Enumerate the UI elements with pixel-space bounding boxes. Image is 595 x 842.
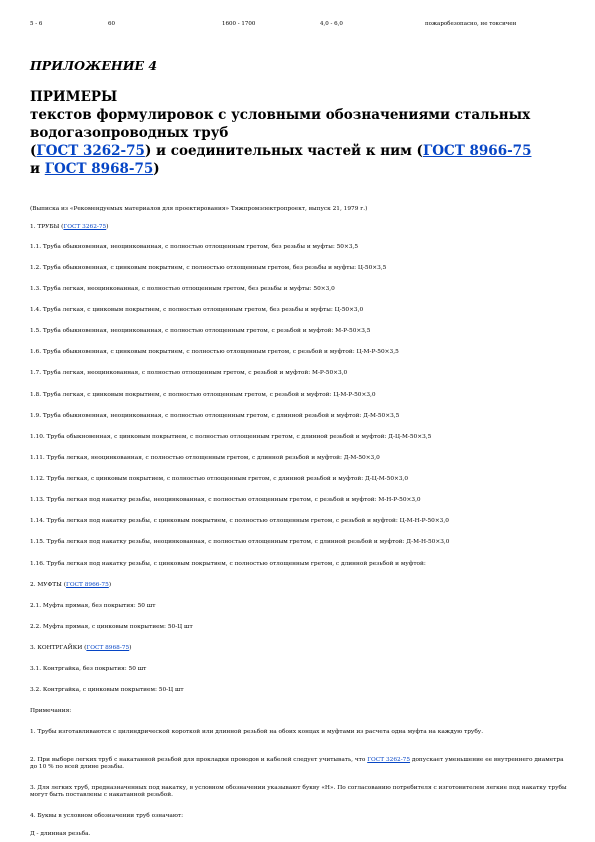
- gost-8966-link[interactable]: ГОСТ 8966-75: [65, 582, 109, 588]
- gost-3262-link[interactable]: ГОСТ 3262-75: [36, 143, 145, 159]
- note-text: допускает уменьшение ее внутреннего диаметра до 10 % по всей длине резьбы.: [30, 757, 564, 771]
- section-heading-couplings: [30, 582, 570, 589]
- title-line: текстов формулировок с условными обозначениями стальных: [30, 107, 531, 123]
- title-text: ): [153, 161, 160, 177]
- page-title: [30, 88, 570, 178]
- title-text: и: [30, 161, 45, 177]
- list-item: 1.6. Труба обыкновенная, с цинковым покрытием, с полностью отлощенным гретом, с резьбой и муфтой: Ц-М-Р-50×3,5: [30, 349, 399, 355]
- list-item: 1.2. Труба обыкновенная, с цинковым покрытием, с полностью отлощенным гретом, без резьбы и муфты: Ц-50×3,5: [30, 265, 387, 271]
- title-line: [30, 142, 570, 160]
- note-paragraph: [30, 757, 570, 772]
- appendix-heading: ПРИЛОЖЕНИЕ 4: [30, 58, 158, 73]
- list-item: 1.14. Труба легкая под накатку резьбы, с цинковым покрытием, с полностью отлощенным гретом, с резьбой и муфтой: Ц-М-Н-Р-50×3,0: [30, 518, 449, 524]
- note-paragraph: 3. Для легких труб, предназначенных под накатку, в условном обозначении указывают букву «Н». По согласованию потребителя с изготовителем легкие под накатку трубы могут быть поставлены с накатанной резьбой.: [30, 785, 567, 799]
- gost-3262-link[interactable]: ГОСТ 3262-75: [367, 757, 411, 763]
- list-item: 2.1. Муфта прямая, без покрытия: 50 шт: [30, 603, 156, 609]
- section-text: 1. ТРУБЫ (: [30, 224, 64, 230]
- title-line: ПРИМЕРЫ: [30, 89, 118, 105]
- gost-8968-link[interactable]: ГОСТ 8968-75: [44, 161, 154, 177]
- source-note: (Выписка из «Рекомендуемых материалов для проектирования» Тяжпромэлектропроект, выпуск 21, 1979 г.): [30, 206, 368, 212]
- table-cell: пожаробезопасно, не токсичен: [425, 21, 517, 27]
- section-text: ): [129, 645, 132, 651]
- note-text: 2. При выборе легких труб с накатанной резьбой для прокладки проводов и кабелей следует учитывать, что: [30, 757, 368, 763]
- notes-heading: Примечания:: [30, 708, 72, 714]
- note-paragraph: 4. Буквы в условном обозначении труб означают:: [30, 813, 184, 819]
- list-item: 1.5. Труба обыкновенная, неоцинкованная, с полностью отлощенным гретом, с резьбой и муфтой: М-Р-50×3,5: [30, 328, 371, 334]
- list-item: 1.11. Труба легкая, неоцинкованная, с полностью отлощенным гретом, с длинной резьбой и муфтой: Д-М-50×3,0: [30, 455, 380, 461]
- title-line: водогазопроводных труб: [30, 125, 229, 141]
- section-heading-locknuts: [30, 645, 570, 652]
- table-cell: 1600 - 1700: [222, 21, 256, 27]
- list-item: 1.12. Труба легкая, с цинковым покрытием, с полностью отлощенным гретом, с длинной резьбой и муфтой: Д-Ц-М-50×3,0: [30, 476, 409, 482]
- list-item: 1.7. Труба легкая, неоцинкованная, с полностью отлощенным гретом, с резьбой и муфтой: М-Р-50×3,0: [30, 370, 348, 376]
- gost-8968-link[interactable]: ГОСТ 8968-75: [86, 645, 130, 651]
- list-item: 1.15. Труба легкая под накатку резьбы, неоцинкованная, с полностью отлощенным гретом, с длинной резьбой и муфтой: Д-М-Н-50×3,0: [30, 539, 450, 545]
- section-text: 3. КОНТРГАЙКИ (: [30, 645, 87, 651]
- section-text: ): [106, 224, 109, 230]
- title-line: [30, 160, 570, 178]
- list-item: 3.1. Контргайка, без покрытия: 50 шт: [30, 666, 147, 672]
- list-item: 1.1. Труба обыкновенная, неоцинкованная, с полностью отлощенным гретом, без резьбы и муфты: 50×3,5: [30, 244, 359, 250]
- gost-8966-link[interactable]: ГОСТ 8966-75: [422, 143, 532, 159]
- list-item: 1.3. Труба легкая, неоцинкованная, с полностью отлощенным гретом, без резьбы и муфты: 50×3,0: [30, 286, 335, 292]
- note-paragraph: 1. Трубы изготавливаются с цилиндрической короткой или длинной резьбой на обоих концах и муфтами из расчета одна муфта на каждую трубу.: [30, 729, 484, 735]
- list-item: 1.4. Труба легкая, с цинковым покрытием, с полностью отлощенным гретом, без резьбы и муфты: Ц-50×3,0: [30, 307, 364, 313]
- table-cell: 5 - 6: [30, 21, 43, 27]
- list-item: 1.13. Труба легкая под накатку резьбы, неоцинкованная, с полностью отлощенным гретом, с резьбой и муфтой: М-Н-Р-50×3,0: [30, 497, 421, 503]
- list-item: 3.2. Контргайка, с цинковым покрытием: 50-Ц шт: [30, 687, 184, 693]
- title-text: (: [30, 143, 37, 159]
- section-text: ): [108, 582, 112, 588]
- note-paragraph: Д - длинная резьба.: [30, 831, 91, 837]
- gost-3262-link[interactable]: ГОСТ 3262-75: [63, 224, 107, 230]
- table-last-row: [0, 21, 595, 41]
- table-cell: 60: [108, 21, 115, 27]
- list-item: 2.2. Муфта прямая, с цинковым покрытием: 50-Ц шт: [30, 624, 193, 630]
- list-item: 1.9. Труба обыкновенная, неоцинкованная, с полностью отлощенным гретом, с длинной резьбой и муфтой: Д-М-50×3,5: [30, 413, 400, 419]
- section-heading-pipes: [30, 224, 570, 231]
- list-item: 1.10. Труба обыкновенная, с цинковым покрытием, с полностью отлощенным гретом, с длинной резьбой и муфтой: Д-Ц-М-50×3,5: [30, 434, 432, 440]
- table-cell: 4,0 - 6,0: [320, 21, 343, 27]
- title-text: ) и соединительных частей к ним (: [144, 143, 423, 159]
- list-item: 1.8. Труба легкая, с цинковым покрытием, с полностью отлощенным гретом, с резьбой и муфтой: Ц-М-Р-50×3,0: [30, 392, 376, 398]
- section-text: 2. МУФТЫ (: [30, 582, 66, 588]
- list-item: 1.16. Труба легкая под накатку резьбы, с цинковым покрытием, с полностью отлощенным гретом, с длинной резьбой и муфтой:: [30, 561, 426, 567]
